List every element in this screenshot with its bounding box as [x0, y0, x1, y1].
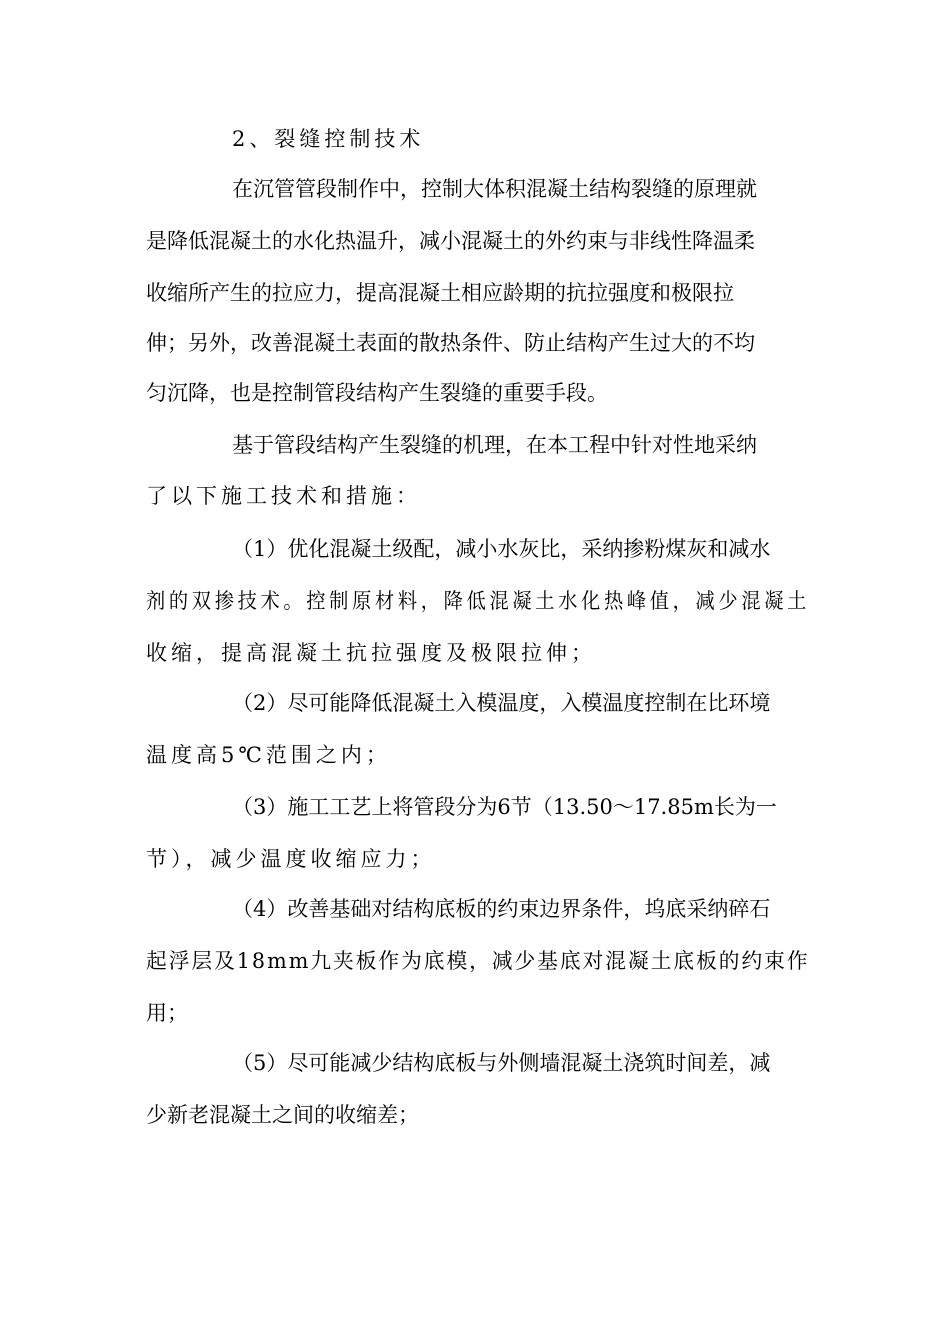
- list-item-line: （2）尽可能降低混凝土入模温度，入模温度控制在比环境: [232, 691, 771, 715]
- list-item-line: 用；: [146, 1001, 188, 1025]
- list-item-line: 温度高5℃范围之内；: [146, 743, 391, 767]
- list-item-line: 少新老混凝土之间的收缩差；: [146, 1103, 419, 1127]
- paragraph-line: 在沉管管段制作中，控制大体积混凝土结构裂缝的原理就: [232, 177, 757, 201]
- list-item-line: 节），减少温度收缩应力；: [146, 847, 436, 871]
- list-item-line: （3）施工工艺上将管段分为6节（13.50～17.85m长为一: [232, 795, 777, 819]
- list-item-line: （5）尽可能减少结构底板与外侧墙混凝土浇筑时间差，减: [232, 1051, 771, 1075]
- paragraph-line: 伸；另外，改善混凝土表面的散热条件、防止结构产生过大的不均: [146, 331, 755, 355]
- list-item-line: 剂的双掺技术。控制原材料，降低混凝土水化热峰值，减少混凝土: [146, 589, 811, 613]
- section-heading: 2、裂缝控制技术: [232, 127, 425, 151]
- paragraph-line: 匀沉降，也是控制管段结构产生裂缝的重要手段。: [146, 381, 608, 405]
- paragraph-line: 是降低混凝土的水化热温升，减小混凝土的外约束与非线性降温柔: [146, 229, 755, 253]
- list-item-line: 收缩，提高混凝土抗拉强度及极限拉伸；: [146, 641, 596, 665]
- paragraph-line: 收缩所产生的拉应力，提高混凝土相应龄期的抗拉强度和极限拉: [146, 281, 734, 305]
- list-item-line: （1）优化混凝土级配，减小水灰比，采纳掺粉煤灰和减水: [232, 537, 771, 561]
- list-item-line: 起浮层及18mm九夹板作为底模，减少基底对混凝土底板的约束作: [146, 949, 810, 973]
- paragraph-line: 基于管段结构产生裂缝的机理，在本工程中针对性地采纳: [232, 433, 757, 457]
- list-item-line: （4）改善基础对结构底板的约束边界条件，坞底采纳碎石: [232, 897, 771, 921]
- paragraph-line: 了以下施工技术和措施：: [146, 484, 421, 508]
